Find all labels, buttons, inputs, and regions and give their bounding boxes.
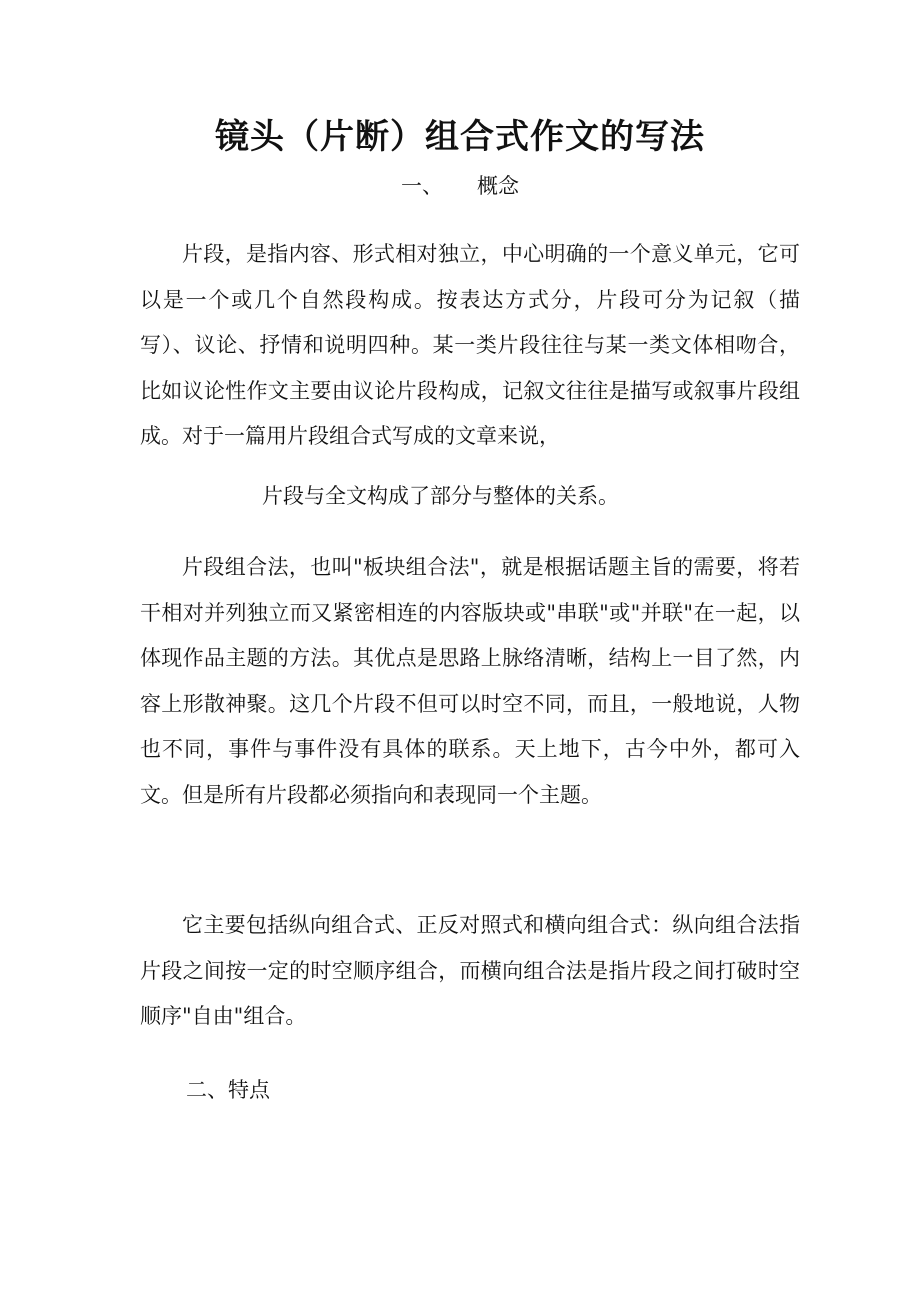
section-heading-concept: [0, 168, 920, 204]
paragraph-types: 它主要包括纵向组合式、正反对照式和横向组合式：纵向组合法指片段之间按一定的时空顺序组合，而横向组合法是指片段之间打破时空顺序"自由"组合。: [140, 913, 800, 1028]
paragraph-method: 片段组合法，也叫"板块组合法"，就是根据话题主旨的需要，将若干相对并列独立而又紧密相连的内容版块或"串联"或"并联"在一起，以体现作品主题的方法。其优点是思路上脉络清晰，结构上一目了然，内容上形散神聚。这几个片段不但可以时空不同，而且，一般地说，人物也不同，事件与事件没有具体的联系。天上地下，古今中外，都可入文。但是所有片段都必须指向和表现同一个主题。: [140, 555, 800, 807]
section-heading-features: 二、特点: [186, 1078, 270, 1102]
paragraph-definition-tail: 片段与全文构成了部分与整体的关系。: [262, 484, 619, 508]
section-number: 一、: [401, 174, 443, 198]
paragraph-definition: 片段，是指内容、形式相对独立，中心明确的一个意义单元，它可以是一个或几个自然段构成。按表达方式分，片段可分为记叙（描写）、议论、抒情和说明四种。某一类片段往往与某一类文体相吻合，比如议论性作文主要由议论片段构成，记叙文往往是描写或叙事片段组成。对于一篇用片段组合式写成的文章来说，: [140, 242, 800, 448]
section-title: 概念: [477, 174, 519, 198]
document-title: 镜头（片断）组合式作文的写法: [215, 117, 705, 157]
